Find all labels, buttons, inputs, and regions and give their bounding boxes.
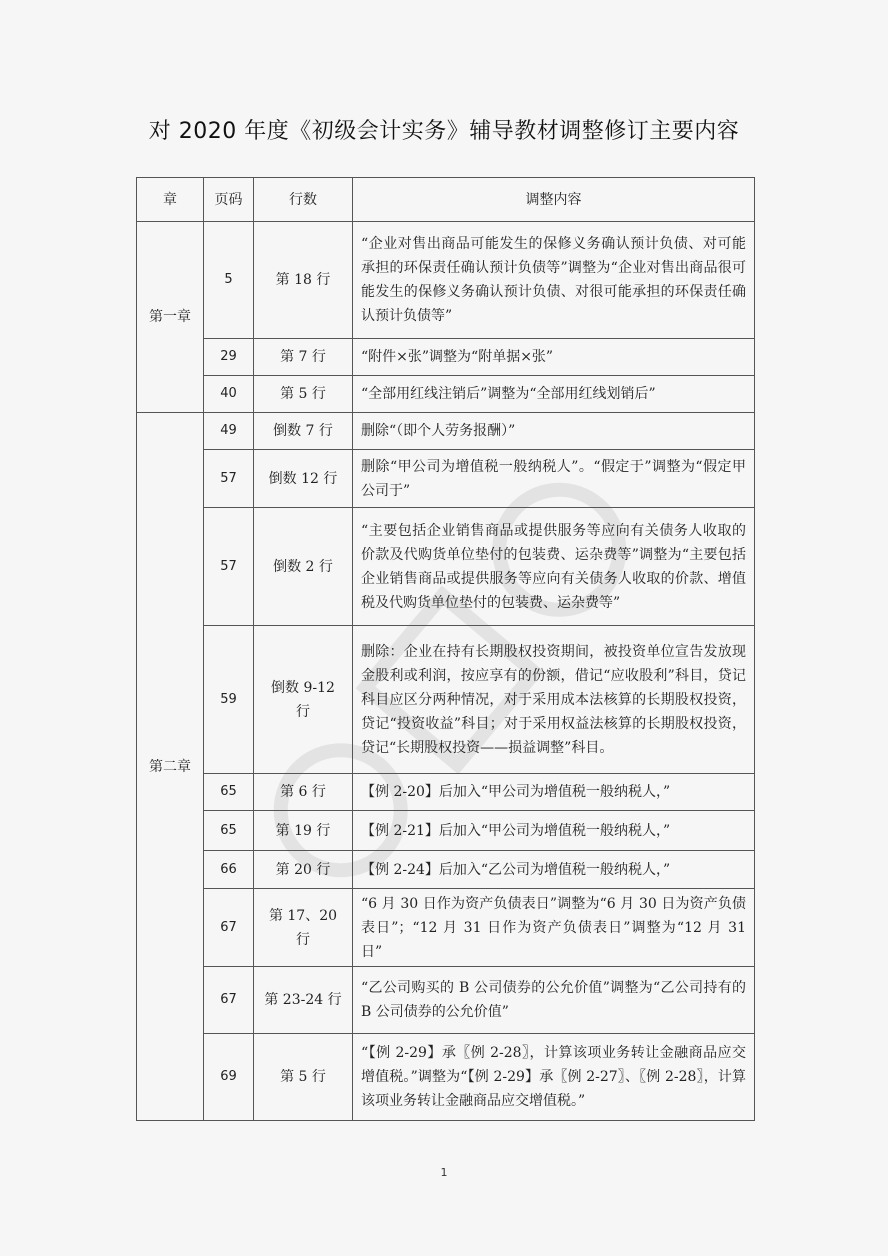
- content-cell: “【例 2-29】承〖例 2-28〗，计算该项业务转让金融商品应交增值税。”调整为“【例 2-29】承〖例 2-27〗、〖例 2-28〗，计算该项业务转让金融商品应交增值税。”: [353, 1034, 755, 1121]
- content-cell: 【例 2-24】后加入“乙公司为增值税一般纳税人，”: [353, 851, 755, 889]
- content-cell: 删除“甲公司为增值税一般纳税人”。“假定于”调整为“假定甲公司于”: [353, 450, 755, 508]
- line-cell: 第 23-24 行: [254, 967, 353, 1034]
- table-row: [137, 376, 755, 413]
- revision-table: [136, 177, 755, 1121]
- header-content: 调整内容: [353, 178, 755, 222]
- chapter-cell: 第二章: [137, 413, 204, 1121]
- line-cell: 倒数 2 行: [254, 508, 353, 626]
- line-cell: 倒数 12 行: [254, 450, 353, 508]
- page-cell: 5: [204, 222, 254, 339]
- line-cell: 第 19 行: [254, 811, 353, 851]
- header-chapter: 章: [137, 178, 204, 222]
- line-cell: 第 5 行: [254, 376, 353, 413]
- table-row: [137, 889, 755, 967]
- chapter-cell: 第一章: [137, 222, 204, 413]
- content-cell: 【例 2-21】后加入“甲公司为增值税一般纳税人，”: [353, 811, 755, 851]
- content-cell: “附件×张”调整为“附单据×张”: [353, 339, 755, 376]
- line-cell: 第 18 行: [254, 222, 353, 339]
- table-row: [137, 626, 755, 774]
- line-cell: 倒数 9-12 行: [254, 626, 353, 774]
- page-title: 对 2020 年度《初级会计实务》辅导教材调整修订主要内容: [148, 119, 740, 144]
- page-cell: 66: [204, 851, 254, 889]
- page-number: 1: [440, 1166, 448, 1179]
- header-page: 页码: [204, 178, 254, 222]
- content-cell: 删除“（即个人劳务报酬）”: [353, 413, 755, 450]
- line-cell: 第 6 行: [254, 774, 353, 811]
- table-row: [137, 413, 755, 450]
- line-cell: 第 7 行: [254, 339, 353, 376]
- page-cell: 69: [204, 1034, 254, 1121]
- table-row: [137, 339, 755, 376]
- content-cell: “主要包括企业销售商品或提供服务等应向有关债务人收取的价款及代购货单位垫付的包装费、运杂费等”调整为“主要包括企业销售商品或提供服务等应向有关债务人收取的价款、增值税及代购货单位垫付的包装费、运杂费等”: [353, 508, 755, 626]
- header-line: 行数: [254, 178, 353, 222]
- page-cell: 59: [204, 626, 254, 774]
- content-cell: “6 月 30 日作为资产负债表日”调整为“6 月 30 日为资产负债表日”；“12 月 31 日作为资产负债表日”调整为“12 月 31 日”: [353, 889, 755, 967]
- line-cell: 倒数 7 行: [254, 413, 353, 450]
- table-row: [137, 851, 755, 889]
- page-cell: 40: [204, 376, 254, 413]
- line-cell: 第 20 行: [254, 851, 353, 889]
- page-cell: 67: [204, 889, 254, 967]
- table-row: [137, 774, 755, 811]
- content-cell: “全部用红线注销后”调整为“全部用红线划销后”: [353, 376, 755, 413]
- table-row: [137, 222, 755, 339]
- table-row: [137, 1034, 755, 1121]
- page-cell: 65: [204, 811, 254, 851]
- table-header-row: [137, 178, 755, 222]
- page-cell: 65: [204, 774, 254, 811]
- line-cell: 第 5 行: [254, 1034, 353, 1121]
- line-cell: 第 17、20 行: [254, 889, 353, 967]
- page-cell: 49: [204, 413, 254, 450]
- content-cell: “企业对售出商品可能发生的保修义务确认预计负债、对可能承担的环保责任确认预计负债等”调整为“企业对售出商品很可能发生的保修义务确认预计负债、对很可能承担的环保责任确认预计负债等”: [353, 222, 755, 339]
- content-cell: “乙公司购买的 B 公司债券的公允价值”调整为“乙公司持有的 B 公司债券的公允价值”: [353, 967, 755, 1034]
- page-cell: 67: [204, 967, 254, 1034]
- table-row: [137, 450, 755, 508]
- table-row: [137, 811, 755, 851]
- page-cell: 57: [204, 508, 254, 626]
- content-cell: 【例 2-20】后加入“甲公司为增值税一般纳税人，”: [353, 774, 755, 811]
- content-cell: 删除：企业在持有长期股权投资期间，被投资单位宣告发放现金股利或利润，按应享有的份额，借记“应收股利”科目，贷记科目应区分两种情况，对于采用成本法核算的长期股权投资，贷记“投资收益”科目；对于采用权益法核算的长期股权投资，贷记“长期股权投资——损益调整”科目。: [353, 626, 755, 774]
- table-row: [137, 967, 755, 1034]
- table-row: [137, 508, 755, 626]
- page-cell: 57: [204, 450, 254, 508]
- page-cell: 29: [204, 339, 254, 376]
